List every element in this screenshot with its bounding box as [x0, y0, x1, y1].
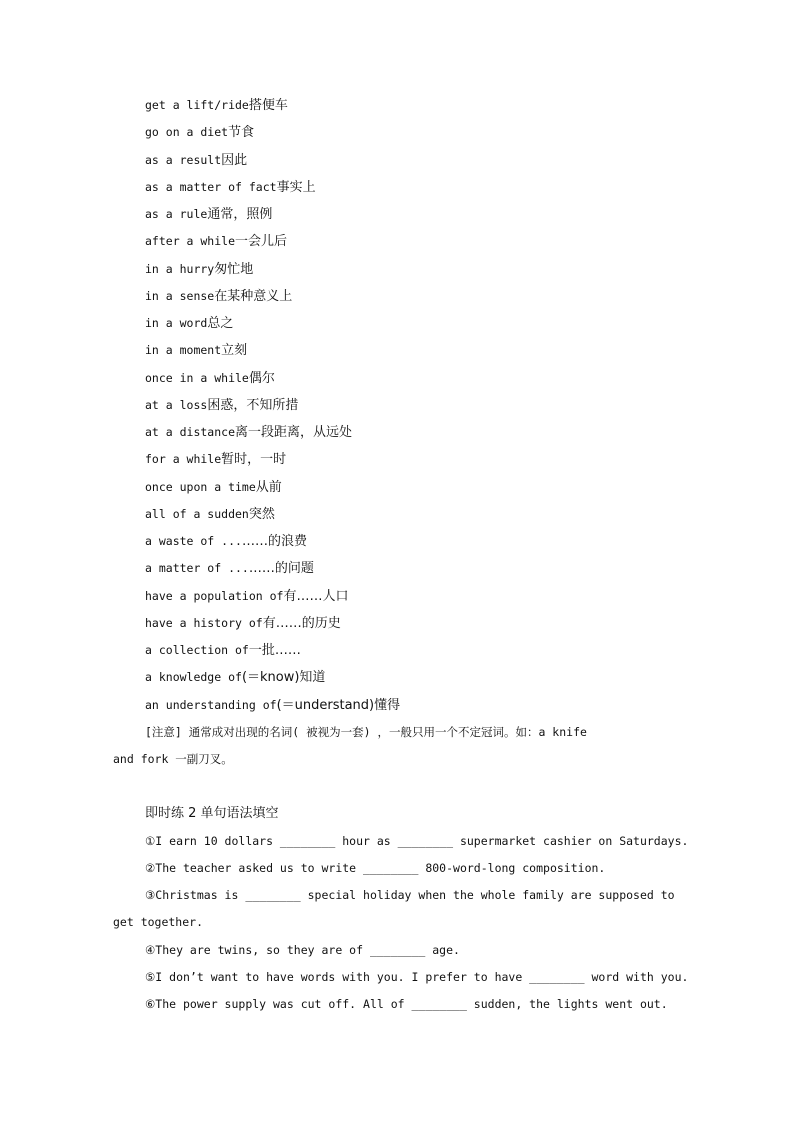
phrase-line: in a sense在某种意义上: [145, 289, 293, 304]
exercise-item: ②The teacher asked us to write ________ 800-word-long composition.: [145, 861, 606, 875]
exercise-item: ⑥The power supply was cut off. All of ________ sudden, the lights went out.: [145, 997, 668, 1011]
exercise-item: ④They are twins, so they are of ________ age.: [145, 943, 460, 957]
phrase-line: at a distance离一段距离，从远处: [145, 425, 353, 440]
phrase-line: a knowledge of(＝know)知道: [145, 670, 326, 685]
note-text: [注意] 通常成对出现的名词( 被视为一套) ，一般只用一个不定冠词。如：a knife: [145, 725, 587, 739]
phrase-line: a matter of ...……的问题: [145, 561, 314, 576]
phrase-line: a waste of ...……的浪费: [145, 534, 307, 549]
phrase-line: once upon a time从前: [145, 480, 282, 495]
phrase-line: after a while一会儿后: [145, 234, 288, 249]
phrase-line: once in a while偶尔: [145, 371, 275, 386]
exercise-item: ①I earn 10 dollars ________ hour as ________ supermarket cashier on Saturdays.: [145, 834, 689, 848]
phrase-line: have a history of有……的历史: [145, 616, 341, 631]
phrase-line: get a lift/ride搭便车: [145, 98, 288, 113]
phrase-line: as a result因此: [145, 153, 248, 168]
phrase-line: as a matter of fact事实上: [145, 180, 316, 195]
phrase-line: for a while暂时，一时: [145, 452, 287, 467]
note-text-continued: and fork 一副刀叉。: [113, 752, 233, 766]
phrase-line: have a population of有……人口: [145, 589, 349, 604]
phrase-line: in a word总之: [145, 316, 234, 331]
phrase-line: as a rule通常，照例: [145, 207, 273, 222]
phrase-line: a collection of一批……: [145, 643, 301, 658]
phrase-line: at a loss困惑，不知所措: [145, 398, 299, 413]
phrase-line: all of a sudden突然: [145, 507, 275, 522]
phrase-line: in a moment立刻: [145, 343, 248, 358]
phrase-line: an understanding of(＝understand)懂得: [145, 698, 401, 713]
exercise-heading: 即时练 2 单句语法填空: [145, 806, 279, 821]
phrase-line: go on a diet节食: [145, 125, 255, 140]
exercise-item: ③Christmas is ________ special holiday when the whole family are supposed to: [145, 888, 675, 902]
phrase-line: in a hurry匆忙地: [145, 262, 254, 277]
exercise-item-continued: get together.: [113, 915, 204, 929]
exercise-item: ⑤I don’t want to have words with you. I prefer to have ________ word with you.: [145, 970, 689, 984]
